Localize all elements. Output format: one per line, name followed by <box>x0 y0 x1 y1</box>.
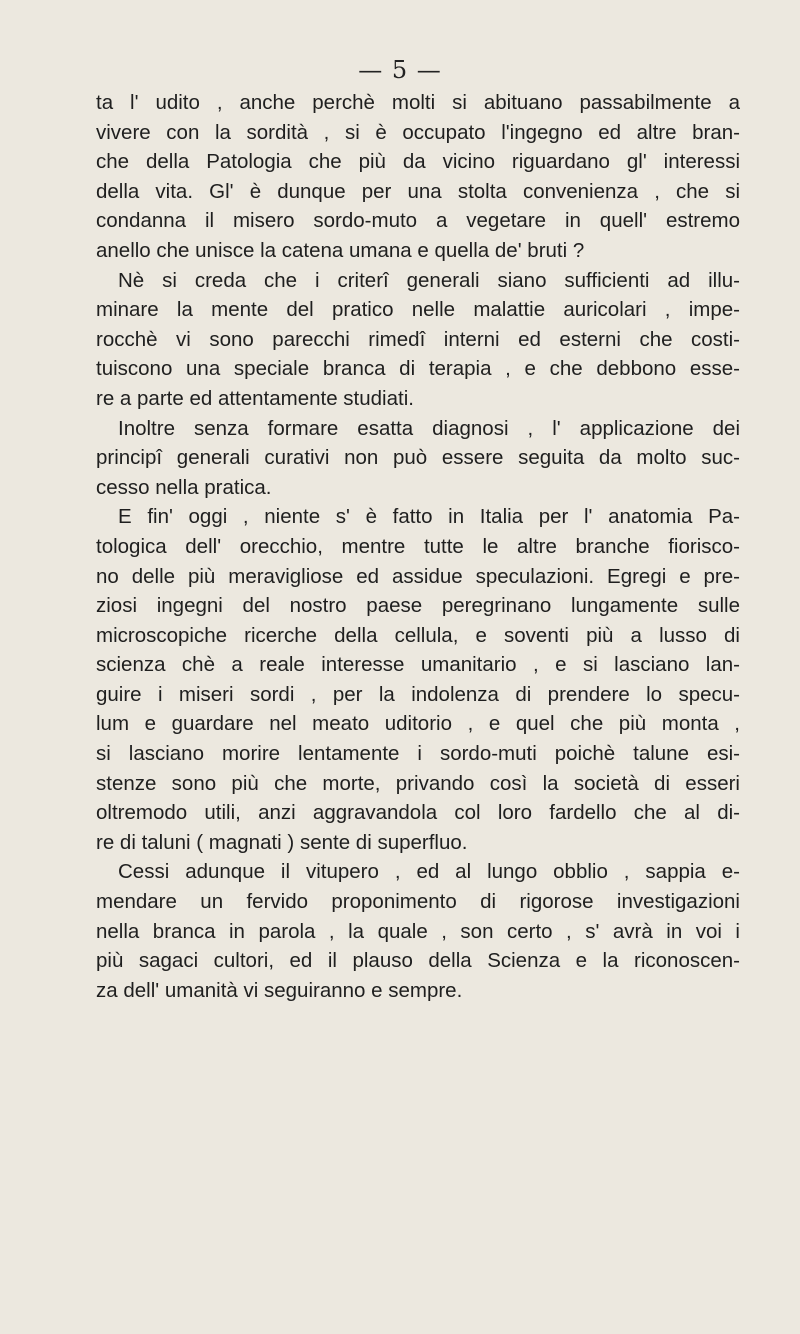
text-line: no delle più meravigliose ed assidue speculazioni. Egregi e pre- <box>96 564 740 588</box>
text-line: condanna il misero sordo-muto a vegetare in quell' estremo <box>96 209 740 233</box>
text-line: za dell' umanità vi seguiranno e sempre. <box>96 978 463 1002</box>
text-line: mendare un fervido proponimento di rigorose investigazioni <box>96 890 740 914</box>
text-line: Nè si creda che i criterî generali siano sufficienti ad illu- <box>118 268 740 292</box>
text-line: ta l' udito , anche perchè molti si abituano passabilmente a <box>96 91 740 114</box>
text-line: ziosi ingegni del nostro paese peregrinano lungamente sulle <box>96 594 740 618</box>
text-line: Inoltre senza formare esatta diagnosi , l' applicazione dei <box>118 416 740 440</box>
text-line: re a parte ed attentamente studiati. <box>96 386 414 410</box>
paragraph <box>96 266 740 414</box>
text-line: della vita. Gl' è dunque per una stolta convenienza , che si <box>96 179 740 203</box>
body-text <box>96 88 740 1005</box>
text-line: tuiscono una speciale branca di terapia , e che debbono esse- <box>96 357 740 381</box>
text-line: rocchè vi sono parecchi rimedî interni ed esterni che costi- <box>96 327 740 351</box>
text-line: Cessi adunque il vitupero , ed al lungo obblio , sappia e- <box>118 860 740 884</box>
text-line: anello che unisce la catena umana e quella de' bruti ? <box>96 238 585 262</box>
paragraph <box>96 88 740 266</box>
text-line: oltremodo utili, anzi aggravandola col loro fardello che al di- <box>96 801 740 825</box>
paragraph <box>96 502 740 857</box>
text-line: guire i miseri sordi , per la indolenza di prendere lo specu- <box>96 682 740 706</box>
text-line: si lasciano morire lentamente i sordo-muti poichè talune esi- <box>96 742 740 766</box>
text-line: scienza chè a reale interesse umanitario , e si lasciano lan- <box>96 653 740 677</box>
text-line: più sagaci cultori, ed il plauso della Scienza e la riconoscen- <box>96 949 740 973</box>
page-number: — 5 — <box>358 56 442 84</box>
text-line: stenze sono più che morte, privando così la società di esseri <box>96 771 740 795</box>
text-line: E fin' oggi , niente s' è fatto in Italia per l' anatomia Pa- <box>118 505 740 529</box>
text-line: lum e guardare nel meato uditorio , e quel che più monta , <box>96 712 740 736</box>
text-line: principî generali curativi non può essere seguita da molto suc- <box>96 446 740 470</box>
text-line: nella branca in parola , la quale , son certo , s' avrà in voi i <box>96 919 740 943</box>
text-line: che della Patologia che più da vicino riguardano gl' interessi <box>96 150 740 174</box>
text-line: minare la mente del pratico nelle malattie auricolari , impe- <box>96 298 740 322</box>
text-line: tologica dell' orecchio, mentre tutte le altre branche fiorisco- <box>96 534 740 558</box>
paragraph <box>96 414 740 503</box>
text-line: microscopiche ricerche della cellula, e soventi più a lusso di <box>96 623 740 647</box>
text-line: re di taluni ( magnati ) sente di superfluo. <box>96 830 468 854</box>
text-line: cesso nella pratica. <box>96 475 272 499</box>
paragraph <box>96 857 740 1005</box>
text-line: vivere con la sordità , si è occupato l'ingegno ed altre bran- <box>96 120 740 144</box>
